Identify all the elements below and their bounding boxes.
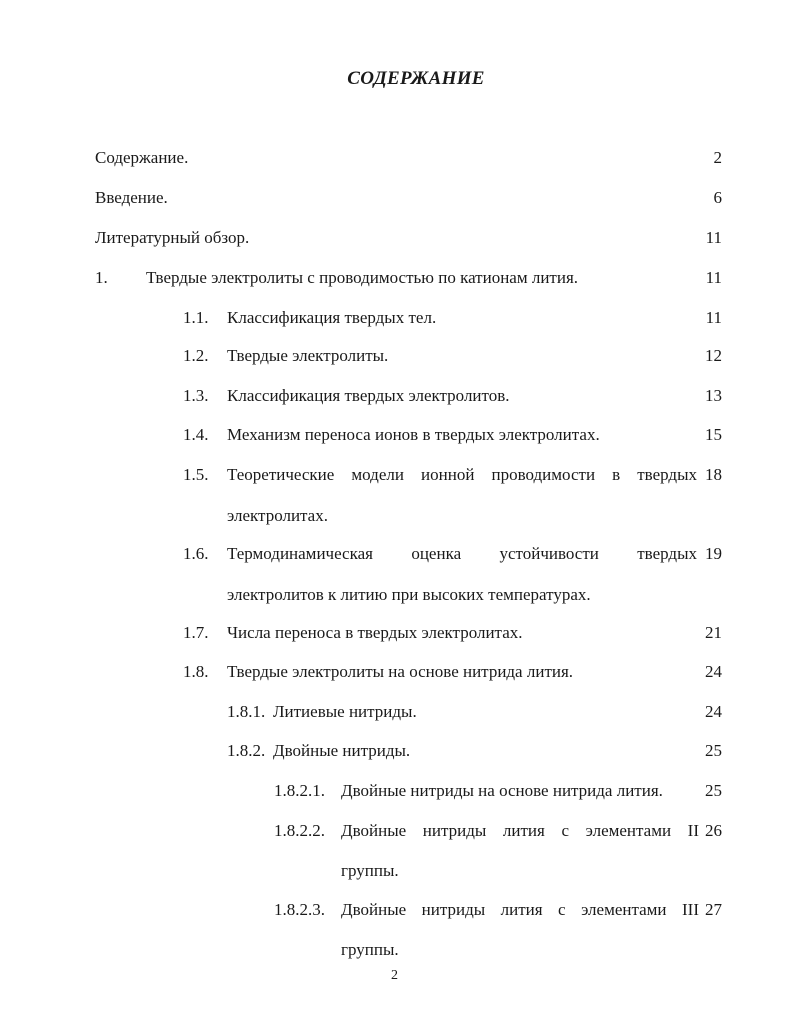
toc-entry-number: 1.8.2.3. [274, 900, 325, 919]
page-number: 2 [391, 968, 398, 983]
toc-entry-text: Содержание. [95, 148, 189, 167]
toc-entry-number: 1.2. [183, 346, 209, 365]
toc-entry-text-continued: электролитов к литию при высоких температурах. [227, 585, 591, 604]
toc-entry-page: 11 [705, 268, 722, 287]
toc-entry-page: 18 [705, 465, 722, 484]
toc-entry-text: Классификация твердых электролитов. [227, 386, 510, 405]
toc-entry-page: 11 [705, 228, 722, 247]
toc-entry-page: 15 [705, 425, 722, 444]
toc-entry-page: 25 [705, 741, 722, 760]
toc-entry-number: 1.7. [183, 623, 209, 642]
toc-entry-page: 24 [705, 702, 722, 721]
toc-entry[interactable] [0, 544, 722, 606]
toc-entry-text: Классификация твердых тел. [227, 308, 437, 327]
toc-entry-text: Литиевые нитриды. [273, 702, 417, 721]
toc-entry-page: 6 [713, 188, 722, 207]
toc-entry-number: 1.5. [183, 465, 209, 484]
toc-entry-page: 19 [705, 544, 722, 563]
toc-entry-number: 1.6. [183, 544, 209, 563]
toc-entry-page: 11 [705, 308, 722, 327]
toc-entry-page: 13 [705, 386, 722, 405]
toc-entry-text: Твердые электролиты на основе нитрида лития. [227, 662, 574, 681]
toc-entry-page: 27 [705, 900, 722, 919]
toc-entry[interactable] [0, 900, 722, 962]
toc-entry-text: Числа переноса в твердых электролитах. [227, 623, 523, 642]
toc-entry-number: 1.8.2.2. [274, 821, 325, 840]
toc-entry-text: Твердые электролиты с проводимостью по катионам лития. [146, 268, 579, 287]
toc-entry-text: Теоретические модели ионной проводимости в твердых [227, 465, 697, 484]
toc-entry-page: 24 [705, 662, 722, 681]
toc-entry-number: 1.3. [183, 386, 209, 405]
toc-entry-text: Механизм переноса ионов в твердых электролитах. [227, 425, 600, 444]
toc-entry-number: 1.4. [183, 425, 209, 444]
toc-entry-text: Двойные нитриды лития с элементами II [341, 821, 699, 840]
toc-entry-page: 26 [705, 821, 722, 840]
toc-entry-text: Двойные нитриды. [273, 741, 411, 760]
toc-entry-number: 1.8.2.1. [274, 781, 325, 800]
toc-entry[interactable] [0, 465, 722, 527]
toc-entry-page: 25 [705, 781, 722, 800]
toc-entry-text: Двойные нитриды на основе нитрида лития. [341, 781, 663, 800]
toc-entry-page: 2 [713, 148, 722, 167]
toc-entry-number: 1.8.1. [227, 702, 266, 721]
toc-entry-text: Двойные нитриды лития с элементами III [341, 900, 699, 919]
toc-entry-text-continued: группы. [341, 940, 399, 959]
toc-entry-text-continued: группы. [341, 861, 399, 880]
toc-entry-text-continued: электролитах. [227, 506, 328, 525]
toc-entry-text: Введение. [95, 188, 168, 207]
toc-entry-page: 12 [705, 346, 722, 365]
toc-entry-text: Литературный обзор. [95, 228, 250, 247]
toc-entry[interactable] [0, 821, 722, 883]
toc-entry-text: Твердые электролиты. [227, 346, 389, 365]
toc-entry-number: 1. [95, 268, 108, 287]
toc-entry-number: 1.1. [183, 308, 209, 327]
toc-entry-number: 1.8. [183, 662, 209, 681]
toc-entry-page: 21 [705, 623, 722, 642]
toc-entry-number: 1.8.2. [227, 741, 266, 760]
toc-entry-text: Термодинамическая оценка устойчивости твердых [227, 544, 697, 563]
page-title: СОДЕРЖАНИЕ [347, 68, 485, 89]
